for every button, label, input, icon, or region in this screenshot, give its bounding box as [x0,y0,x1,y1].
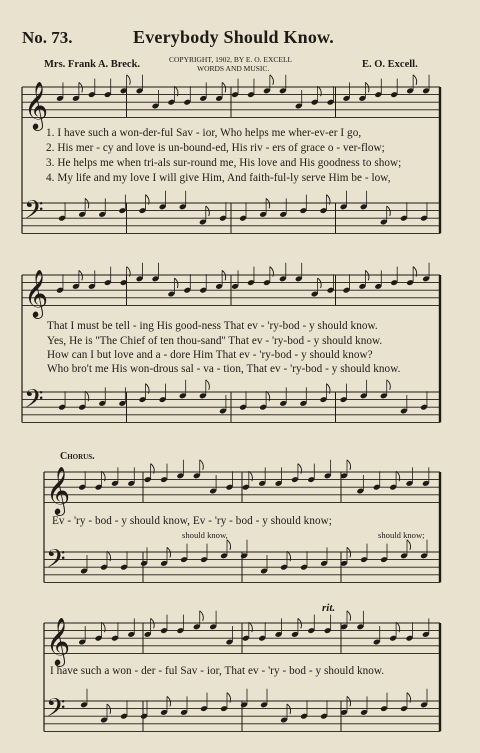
verse-1-line-a: 1. I have such a won-der-ful Sav - ior, Who helps me wher-ev-er I go, [46,127,362,139]
chorus-label: Chorus. [60,451,95,462]
treble-note-flag [347,611,351,621]
treble-note-flag [413,75,417,85]
bass-note-flag [387,380,391,390]
bass-note-flag [227,540,231,550]
bass-clef: 𝄢 [24,384,44,420]
hymn-number: No. 73. [22,28,73,47]
chorus-lyric: Ev - 'ry - bod - y should know, Ev - 'ry - bod - y should know; [52,515,332,527]
bass-clef: 𝄢 [46,544,66,580]
verse-4-line-b: Who bro't me His won-drous sal - va - tion, That ev - 'ry-bod - y should know. [47,363,401,375]
composer-credit: E. O. Excell. [362,59,418,70]
treble-note-flag [347,460,351,470]
verse-3-line-b: How can I but love and a - dore Him That ev - 'ry-bod - y should know? [47,349,373,361]
treble-note-flag [200,460,204,470]
verse-4-line-a: 4. My life and my love I will give Him, And faith-ful-ly serve Him be - low, [46,172,391,184]
verse-2-line-a: 2. His mer - cy and love is un-bound-ed, His riv - ers of grace o - ver-flow; [46,142,385,154]
author-credit: Mrs. Frank A. Breck. [44,59,141,70]
chorus-echo-2: should know; [378,530,425,540]
treble-clef: 𝄞 [24,80,49,129]
treble-note-flag [270,75,274,85]
treble-clef: 𝄞 [24,268,49,317]
bass-clef: 𝄢 [46,693,66,729]
ritardando-mark: rit. [322,602,336,614]
chorus-echo-1: should know, [182,530,228,540]
treble-clef: 𝄞 [46,616,71,665]
copyright-line-1: COPYRIGHT, 1902, BY E. O. EXCELL [169,55,293,64]
verse-3-line-a: 3. He helps me when tri-als sur-round me, His love and His goodness to show; [46,157,402,169]
verse-2-line-b: Yes, He is ''The Chief of ten thou-sand'' That ev - 'ry-bod - y should know. [47,335,383,347]
hymn-title: Everybody Should Know. [133,27,334,47]
treble-clef: 𝄞 [46,465,71,514]
chorus-final-line: I have such a won - der - ful Sav - ior, That ev - 'ry - bod - y should know. [50,665,385,677]
treble-note-flag [127,75,131,85]
bass-note-flag [407,540,411,550]
bass-clef: 𝄢 [24,195,44,231]
copyright-line-2: WORDS AND MUSIC. [197,64,270,73]
bass-note-flag [206,380,210,390]
verse-1-line-b: That I must be tell - ing His good-ness That ev - 'ry-bod - y should know. [47,320,378,332]
treble-note-flag [200,611,204,621]
